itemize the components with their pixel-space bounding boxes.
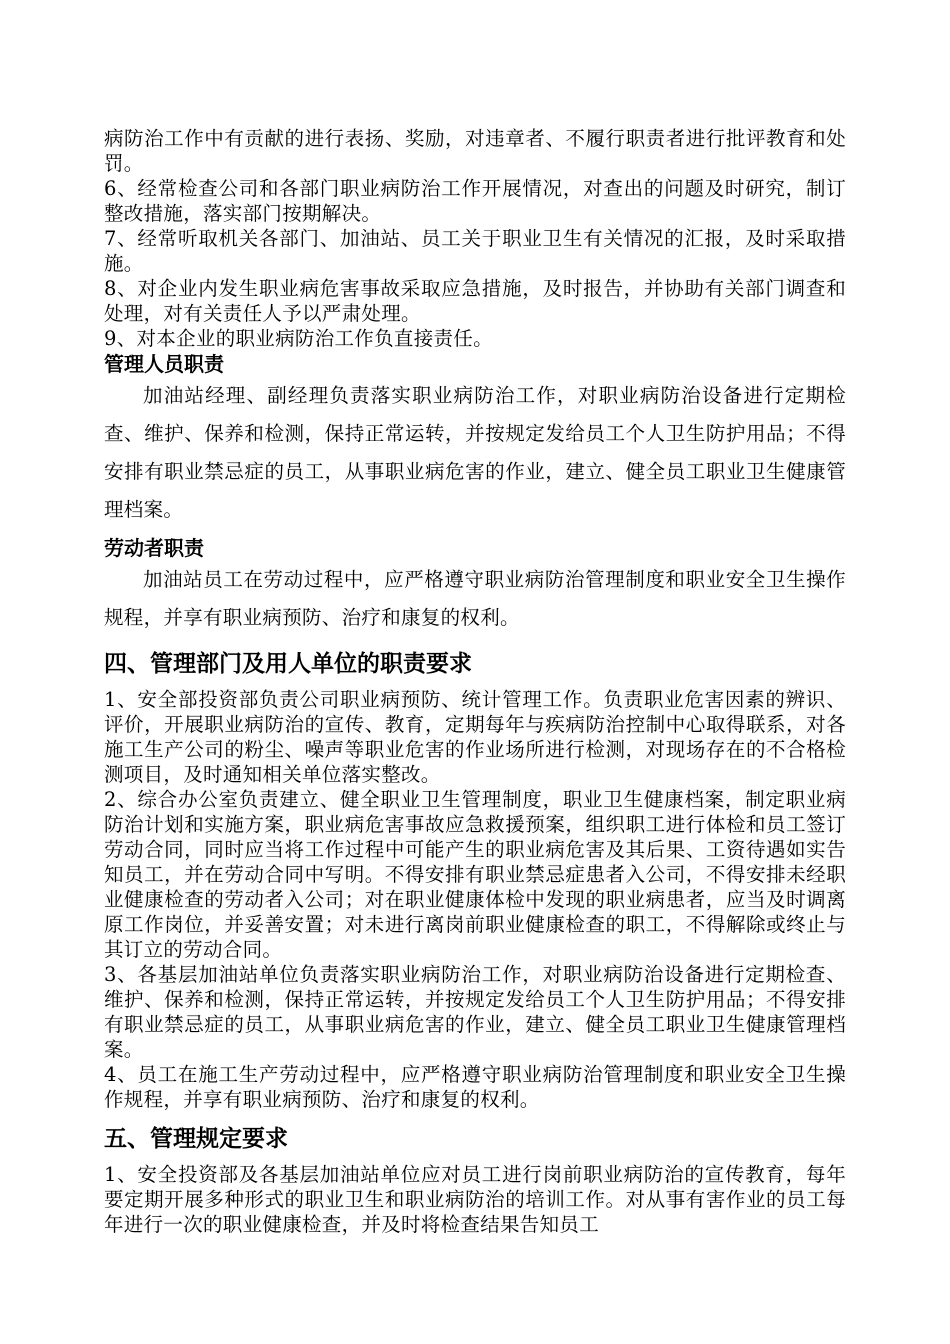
workers-body: 加油站员工在劳动过程中，应严格遵守职业病防治管理制度和职业安全卫生操作规程，并享有职业病预防、治疗和康复的权利。 (104, 568, 846, 629)
managers-heading: 管理人员职责 (104, 352, 224, 376)
section-4-item-2: 2、综合办公室负责建立、健全职业卫生管理制度，职业卫生健康档案，制定职业病防治计划和实施方案，职业病危害事故应急救援预案，组织职工进行体检和员工签订劳动合同，同时应当将工作过程中可能产生的职业病危害及其后果、工资待遇如实告知员工，并在劳动合同中写明。不得安排有职业禁忌症患者入公司，不得安排未经职业健康检查的劳动者入公司；对在职业健康体检中发现的职业病患者，应当及时调离原工作岗位，并妥善安置；对未进行离岗前职业健康检查的职工，不得解除或终止与其订立的劳动合同。 (104, 788, 846, 961)
section-4-item-4: 4、员工在施工生产劳动过程中，应严格遵守职业病防治管理制度和职业安全卫生操作规程，并享有职业病预防、治疗和康复的权利。 (104, 1063, 846, 1111)
section-4-item-3: 3、各基层加油站单位负责落实职业病防治工作，对职业病防治设备进行定期检查、维护、保养和检测，保持正常运转，并按规定发给员工个人卫生防护用品；不得安排有职业禁忌症的员工，从事职业病危害的作业，建立、健全员工职业卫生健康管理档案。 (104, 963, 846, 1061)
section-5-heading: 五、管理规定要求 (104, 1126, 288, 1152)
paragraph-item-8: 8、对企业内发生职业病危害事故采取应急措施，及时报告，并协助有关部门调查和处理，对有关责任人予以严肃处理。 (104, 277, 846, 325)
section-5-item-1: 1、安全投资部及各基层加油站单位应对员工进行岗前职业病防治的宣传教育，每年要定期开展多种形式的职业卫生和职业病防治的培训工作。对从事有害作业的员工每年进行一次的职业健康检查，并及时将检查结果告知员工 (104, 1163, 846, 1236)
paragraph-item-7: 7、经常听取机关各部门、加油站、员工关于职业卫生有关情况的汇报，及时采取措施。 (104, 227, 846, 275)
paragraph-item-9: 9、对本企业的职业病防治工作负直接责任。 (104, 327, 493, 350)
document-page (104, 126, 846, 1237)
section-4-heading: 四、管理部门及用人单位的职责要求 (104, 651, 472, 677)
managers-body: 加油站经理、副经理负责落实职业病防治工作，对职业病防治设备进行定期检查、维护、保养和检测，保持正常运转，并按规定发给员工个人卫生防护用品；不得安排有职业禁忌症的员工，从事职业病危害的作业，建立、健全员工职业卫生健康管理档案。 (104, 384, 846, 521)
paragraph-item-5-cont: 病防治工作中有贡献的进行表扬、奖励，对违章者、不履行职责者进行批评教育和处罚。 (104, 127, 846, 175)
section-4-item-1: 1、安全部投资部负责公司职业病预防、统计管理工作。负责职业危害因素的辨识、评价，开展职业病防治的宣传、教育，定期每年与疾病防治控制中心取得联系，对各施工生产公司的粉尘、噪声等职业危害的作业场所进行检测，对现场存在的不合格检测项目，及时通知相关单位落实整改。 (104, 688, 846, 786)
workers-heading: 劳动者职责 (104, 536, 204, 560)
paragraph-item-6: 6、经常检查公司和各部门职业病防治工作开展情况，对查出的问题及时研究，制订整改措施，落实部门按期解决。 (104, 177, 846, 225)
